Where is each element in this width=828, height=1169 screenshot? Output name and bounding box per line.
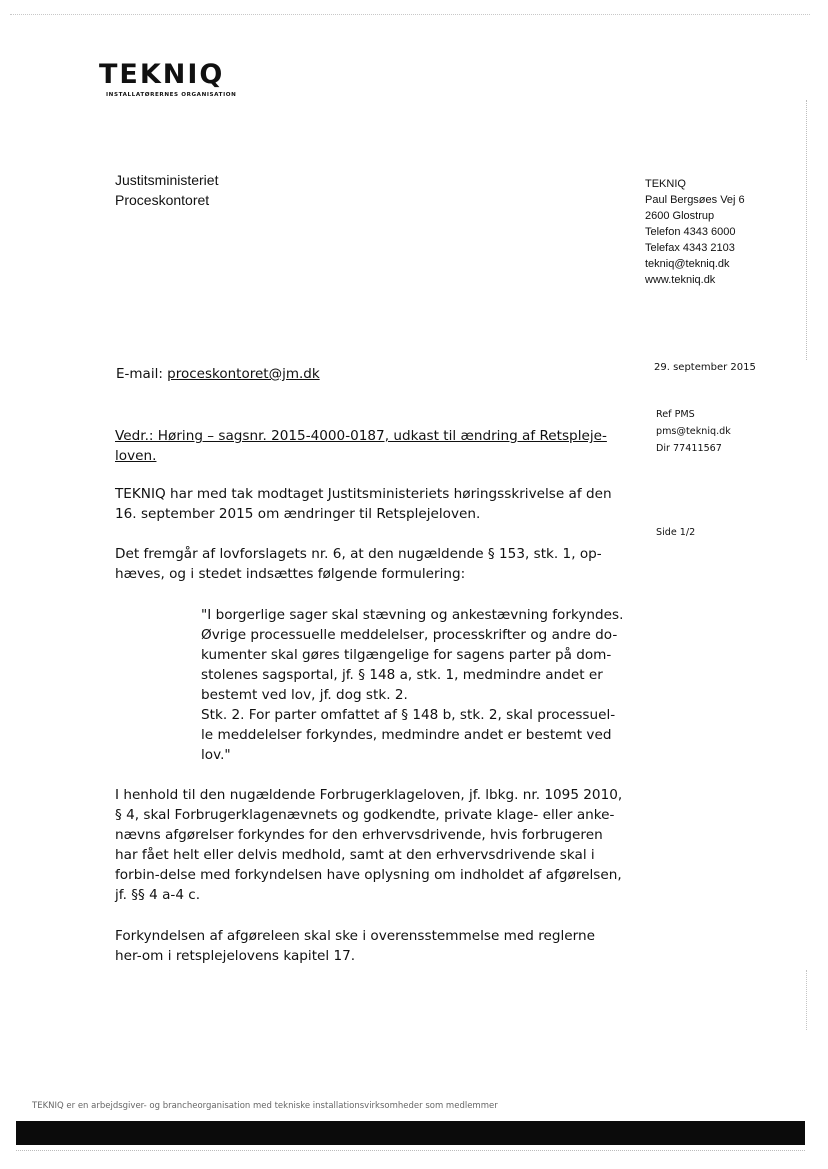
sender-web: www.tekniq.dk [645,274,716,286]
tekniq-logo [99,60,269,98]
sender-city: 2600 Glostrup [645,210,715,222]
paragraph-intro: TEKNIQ har med tak modtaget Justitsministeriets høringsskrivelse af den 16. september 2015 om ændringer til Retsplejeloven. [115,486,612,522]
paragraph-service: Forkyndelsen af afgøreleen skal ske i overensstemmelse med reglerne her-om i retsplejelovens kapitel 17. [115,928,595,964]
sender-email: tekniq@tekniq.dk [645,258,730,270]
email-label: E-mail: [116,366,168,382]
paragraph-consumer-law: I henhold til den nugældende Forbrugerklageloven, jf. lbkg. nr. 1095 2010, § 4, skal Forbrugerklagenævnets og godkendte, private klage- eller anke-nævns afgørelser forkyndes for den erhvervsdrivende, hvis forbrugeren har fået helt eller delvis medhold, samt at den erhvervsdrivende skal i forbin-delse med forkyndelsen have oplysning om indholdet af afgørelsen, jf. §§ 4 a-4 c. [115,787,623,903]
page-number: Side 1/2 [656,527,696,538]
sender-name: TEKNIQ [645,178,686,190]
quote-paragraph-1: "I borgerlige sager skal stævning og ankestævning forkyndes. Øvrige processuelle meddelelser, processkrifter og andre do-kumenter skal gøres tilgængelige for sagens parter på dom-stolenes sagsportal, jf. § 148 a, stk. 1, medmindre andet er bestemt ved lov, jf. dog stk. 2. [201,607,624,703]
ref-email: pms@tekniq.dk [656,426,731,437]
scan-edge-bottom [16,1150,805,1155]
sender-street: Paul Bergsøes Vej 6 [645,194,745,206]
recipient-line-2: Proceskontoret [115,192,210,208]
footer-tagline: TEKNIQ er en arbejdsgiver- og brancheorganisation med tekniske installationsvirksomheder som medlemmer [32,1101,498,1111]
ref-direct-phone: Dir 77411567 [656,443,722,454]
paragraph-proposal: Det fremgår af lovforslagets nr. 6, at den nugældende § 153, stk. 1, op-hæves, og i stedet indsættes følgende formulering: [115,546,602,582]
recipient-address [115,170,218,210]
logo-tagline: INSTALLATØRERNES ORGANISATION [106,92,237,98]
ref-initials: Ref PMS [656,409,695,420]
footer-bar [16,1121,805,1145]
letter-date: 29. september 2015 [654,362,756,373]
sender-address [645,176,745,288]
quote-paragraph-2: Stk. 2. For parter omfattet af § 148 b, stk. 2, skal processuel-le meddelelser forkyndes, medmindre andet er bestemt ved lov." [201,707,616,763]
email-line [116,364,320,384]
email-link[interactable]: proceskontoret@jm.dk [167,366,320,382]
logo-wordmark: TEKNIQ [99,59,225,90]
sender-phone: Telefon 4343 6000 [645,226,736,238]
subject-line: Vedr.: Høring – sagsnr. 2015-4000-0187, udkast til ændring af Retspleje-loven. [115,428,607,464]
sender-fax: Telefax 4343 2103 [645,242,735,254]
recipient-line-1: Justitsministeriet [115,172,219,188]
reference-block [656,406,731,457]
scan-edge-top [10,14,810,25]
scan-edge-right [806,100,809,360]
block-quote [201,605,626,765]
scan-edge-right-lower [806,970,809,1030]
